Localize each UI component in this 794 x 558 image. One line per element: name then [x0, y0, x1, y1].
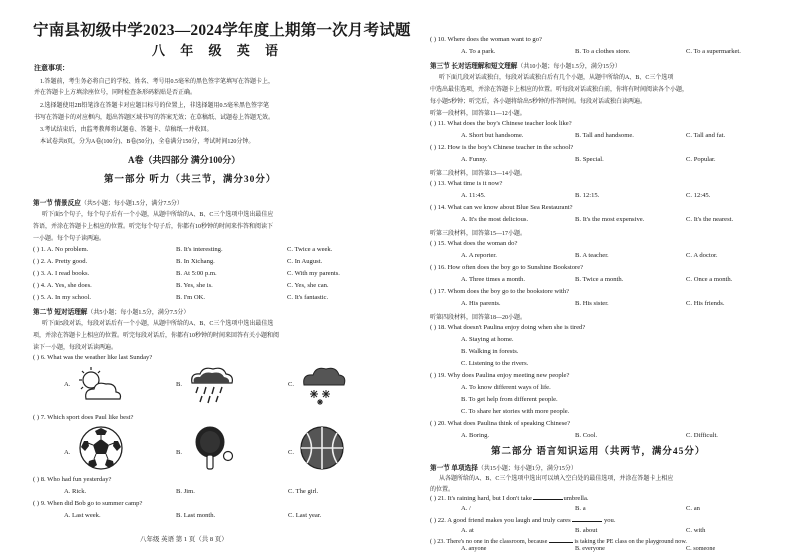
option-c: C. His friends. — [686, 300, 725, 307]
option-c: C. Once a month. — [686, 276, 733, 283]
option-a: A. anyone — [461, 545, 487, 552]
page-footer: 八年级 英语 第 1 页（共 8 页） — [140, 536, 228, 543]
exam-title: 宁南县初级中学2023—2024学年度上期第一次月考试题 — [33, 22, 411, 39]
rain-cloud-icon — [186, 363, 236, 407]
notice-line: 本试卷共8页，分为A卷(100分)、B卷(50分)，全卷满分150分，考试时间120分钟。 — [40, 139, 255, 145]
option-c: C. A doctor. — [686, 252, 718, 259]
option-b: B. Yes, she is. — [176, 282, 213, 289]
section3-title: 第三节 长对话理解和短文理解 — [430, 63, 518, 70]
part2-heading: 第二部分 语言知识运用（共两节，满分45分） — [491, 447, 706, 457]
section1-heading — [33, 197, 183, 207]
segment-3-heading: 听第三段材料，回答第15—17小题。 — [430, 231, 527, 237]
option-a: A. Staying at home. — [461, 336, 514, 343]
question-12: ( ) 12. How is the boy's Chinese teacher in the school? — [430, 144, 574, 151]
option-c: C. It's the nearest. — [686, 216, 734, 223]
soccer-ball-icon — [78, 425, 124, 471]
option-b: B. His sister. — [575, 300, 609, 307]
option-a: A. Last week. — [64, 512, 101, 519]
option-c: C. Yes, she can. — [287, 282, 329, 289]
question-23 — [430, 537, 687, 545]
option-b: B. It's the most expensive. — [575, 216, 645, 223]
option-b: B. To get help from different people. — [461, 396, 558, 403]
option-c: C. Listening to the rivers. — [461, 360, 529, 367]
option-c: C. 12:45. — [686, 192, 711, 199]
section2-instruction: 读下一小题，每段对话读两遍。 — [33, 345, 118, 351]
question-9: ( ) 9. When did Bob go to summer camp? — [33, 500, 143, 507]
section3-instruction: 每小题5秒钟；听完后，各小题将给出5秒钟的作答时间。每段对话或独白读两遍。 — [430, 99, 647, 105]
question-19: ( ) 19. Why does Paulina enjoy meeting new people? — [430, 372, 570, 379]
option-b: B. Walking in forests. — [461, 348, 519, 355]
option-b: B. Twice a month. — [575, 276, 624, 283]
snow-cloud-icon — [298, 363, 348, 407]
section2-score: （共5小题；每小题1.5分，满分7.5分） — [87, 310, 190, 316]
answer-blank — [549, 537, 573, 543]
question-7: ( ) 7. Which sport does Paul like best? — [33, 414, 134, 421]
option-c: C. Popular. — [686, 156, 716, 163]
question-text: is taking the PE class on the playground now. — [574, 538, 687, 545]
option-a: A. Boring. — [461, 432, 490, 439]
option-c: C. Twice a week. — [287, 246, 333, 253]
option-a: A. Rick. — [64, 488, 87, 495]
option-c: C. With my parents. — [287, 270, 340, 277]
option-b: B. about — [575, 527, 598, 534]
section2-heading — [33, 306, 189, 316]
option-a: A. To know different ways of life. — [461, 384, 551, 391]
question-18: ( ) 18. What doesn't Paulina enjoy doing when she is tired? — [430, 324, 586, 331]
answer-blank — [533, 494, 563, 500]
notice-line: 2.选择题使用2B铅笔涂在答题卡对应题目标号的位置上，非选择题用0.5毫米黑色签字笔 — [40, 103, 270, 109]
option-b: B. I'm OK. — [176, 294, 206, 301]
option-b: B. Special. — [575, 156, 604, 163]
question-15: ( ) 15. What does the woman do? — [430, 240, 518, 247]
option-b: B. A teacher. — [575, 252, 609, 259]
section2-title: 第二节 短对话理解 — [33, 309, 88, 316]
option-c: C. It's fantastic. — [287, 294, 329, 301]
section2-instruction: 听下面5段对话，每段对话后有一个小题，从题中所给的A、B、C三个选项中选出最佳选 — [42, 321, 274, 327]
question-2: ( ) 2. A. Pretty good. — [33, 258, 88, 265]
question-16: ( ) 16. How often does the boy go to Sunshine Bookstore? — [430, 264, 584, 271]
notice-line: 3.考试结束后，由监考教师将试题卷、答题卡、草稿纸一并收回。 — [40, 127, 213, 133]
option-b-label: B. — [176, 381, 183, 388]
notice-line: 并在答题卡上方填涂座位号，同时检查条形码粘贴是否正确。 — [34, 90, 197, 96]
notice-line: 1.答题前，考生务必将自己的学校、姓名、考号用0.5毫米的黑色签字笔填写在答题卡上， — [40, 79, 275, 85]
question-3: ( ) 3. A. I read books. — [33, 270, 90, 277]
option-b: B. 12:15. — [575, 192, 600, 199]
option-c: C. In August. — [287, 258, 323, 265]
section4-score: （共15小题；每小题1分，满分15分） — [477, 466, 577, 472]
section4-heading — [430, 462, 577, 472]
volume-a-heading: A卷（共四部分 满分100分） — [128, 155, 241, 165]
question-11: ( ) 11. What does the boy's Chinese teacher look like? — [430, 120, 572, 127]
option-a: A. A reporter. — [461, 252, 497, 259]
option-a: A. Three times a month. — [461, 276, 525, 283]
question-text: ( ) 22. A good friend makes you laugh and truly cares — [430, 517, 571, 524]
option-c: C. Last year. — [288, 512, 322, 519]
question-1: ( ) 1. A. No problem. — [33, 246, 89, 253]
option-b-label: B. — [176, 449, 183, 456]
option-c: C. Tall and fat. — [686, 132, 726, 139]
question-13: ( ) 13. What time is it now? — [430, 180, 503, 187]
section3-instruction: 中选出最佳选项，并涂在答题卡上相应的位置。听每段对话或独白前，你将有时间阅读各个小题， — [430, 87, 689, 93]
option-c: C. Difficult. — [686, 432, 718, 439]
question-4: ( ) 4. A. Yes, she does. — [33, 282, 92, 289]
section4-title: 第一节 单项选择 — [430, 465, 478, 472]
section3-score: （共10小题；每小题1.5分，满分15分） — [517, 64, 621, 70]
option-c: C. To a supermarket. — [686, 48, 741, 55]
option-c: C. The girl. — [288, 488, 319, 495]
segment-1-heading: 听第一段材料，回答第11—12小题。 — [430, 111, 526, 117]
option-a: A. at — [461, 527, 474, 534]
section4-instruction: 从各题所给的A、B、C三个选项中选出可以填入空白处的最佳选项，并涂在答题卡上相应 — [439, 476, 674, 482]
option-b: B. Last month. — [176, 512, 216, 519]
section2-instruction: 项，并涂在答题卡上相应的位置。听完每段对话后，你都有10秒钟的时间来回答有关小题和阅 — [33, 333, 280, 339]
sun-cloud-icon — [74, 365, 124, 405]
option-b: B. Jim. — [176, 488, 195, 495]
section4-instruction: 的位置。 — [430, 487, 455, 493]
option-b: B. In Xichang. — [176, 258, 215, 265]
option-a: A. Funny. — [461, 156, 488, 163]
answer-blank — [572, 516, 602, 522]
option-b: B. It's interesting. — [176, 246, 223, 253]
section1-instruction: 听下面5个句子，每个句子后有一个小题，从题中所给的A、B、C三个选项中选出最佳应 — [42, 212, 274, 218]
question-text: you. — [603, 517, 616, 524]
option-b: B. a — [575, 505, 586, 512]
segment-2-heading: 听第二段材料，回答第13—14小题。 — [430, 171, 527, 177]
option-c: C. To share her stories with more people. — [461, 408, 570, 415]
question-20: ( ) 20. What does Paulina think of speaking Chinese? — [430, 420, 571, 427]
section1-instruction: 一小题。每个句子读两遍。 — [33, 236, 106, 242]
part1-heading: 第一部分 听力（共三节，满分30分） — [104, 175, 277, 185]
question-text: ( ) 21. It's raining hard, but I don't take — [430, 495, 532, 502]
section1-title: 第一节 情景反应 — [33, 200, 81, 207]
option-a: A. His parents. — [461, 300, 501, 307]
option-a-label: A. — [64, 449, 71, 456]
section3-instruction: 听下面几段对话或独白，每段对话或独白后有几个小题，从题中所给的A、B、C三个选项 — [439, 75, 674, 81]
exam-subtitle: 八 年 级 英 语 — [152, 43, 285, 58]
question-10: ( ) 10. Where does the woman want to go? — [430, 36, 542, 43]
option-a-label: A. — [64, 381, 71, 388]
option-c-label: C. — [288, 449, 295, 456]
question-17: ( ) 17. Whom does the boy go to the bookstore with? — [430, 288, 570, 295]
question-14: ( ) 14. What can we know about Blue Sea Restaurant? — [430, 204, 573, 211]
question-6: ( ) 6. What was the weather like last Sunday? — [33, 354, 153, 361]
option-c: C. someone — [686, 545, 716, 552]
question-text: umbrella. — [563, 495, 589, 502]
option-a: A. / — [461, 505, 471, 512]
section1-instruction: 答语，并涂在答题卡上相应的位置。听完每个句子后，你都有10秒钟的时间来作答和阅读下 — [33, 224, 274, 230]
option-b: B. Tall and handsome. — [575, 132, 634, 139]
option-a: A. 11:45. — [461, 192, 486, 199]
option-b: B. At 5:00 p.m. — [176, 270, 217, 277]
option-a: A. Short but handsome. — [461, 132, 524, 139]
option-b: B. everyone — [575, 545, 605, 552]
basketball-icon — [298, 424, 346, 472]
option-b: B. Cool. — [575, 432, 598, 439]
option-c: C. with — [686, 527, 706, 534]
question-5: ( ) 5. A. In my school. — [33, 294, 92, 301]
question-8: ( ) 8. Who had fun yesterday? — [33, 476, 112, 483]
option-b: B. To a clothes store. — [575, 48, 631, 55]
section1-score: （共5小题；每小题1.5分，满分7.5分） — [80, 201, 183, 207]
segment-4-heading: 听第四段材料，回答第18—20小题。 — [430, 315, 527, 321]
question-21 — [430, 494, 589, 502]
section3-heading — [430, 60, 621, 70]
option-c: C. an — [686, 505, 700, 512]
right-page — [397, 0, 794, 558]
question-22 — [430, 516, 616, 524]
notice-line: 书写在答题卡的对应框内，超出答题区域书写的答案无效；在草稿纸、试题卷上答题无效。 — [34, 115, 275, 121]
ping-pong-icon — [188, 424, 238, 472]
notice-heading: 注意事项： — [34, 64, 69, 72]
option-c-label: C. — [288, 381, 295, 388]
option-a: A. To a park. — [461, 48, 496, 55]
option-a: A. It's the most delicious. — [461, 216, 529, 223]
question-text: ( ) 23. There's no one in the classroom, because — [430, 538, 548, 545]
